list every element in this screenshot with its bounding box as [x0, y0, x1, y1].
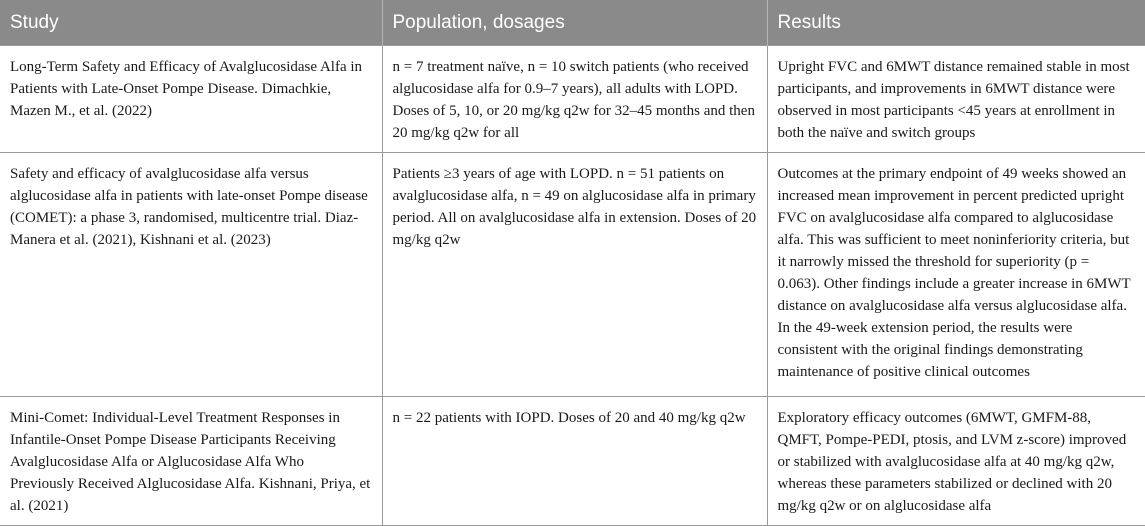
table-row: [0, 397, 1145, 526]
header-population: Population, dosages: [382, 0, 767, 46]
study-cell: Mini-Comet: Individual-Level Treatment Responses in Infantile-Onset Pompe Disease Participants Receiving Avalglucosidase Alfa or Alglucosidase Alfa Who Previously Received Alglucosidase Alfa. Kishnani, Priya, et al. (2021): [0, 397, 382, 526]
table-body: [0, 46, 1145, 526]
results-cell: Outcomes at the primary endpoint of 49 weeks showed an increased mean improvement in percent predicted upright FVC on avalglucosidase alfa compared to alglucosidase alfa. This was sufficient to meet noninferiority criteria, but it narrowly missed the threshold for superiority (p = 0.063). Other findings include a greater increase in 6MWT distance on avalglucosidase alfa versus alglucosidase alfa. In the 49-week extension period, the results were consistent with the original findings demonstrating maintenance of positive clinical outcomes: [767, 153, 1145, 397]
table-row: [0, 46, 1145, 153]
table-header: [0, 0, 1145, 46]
population-cell: n = 22 patients with IOPD. Doses of 20 and 40 mg/kg q2w: [382, 397, 767, 526]
results-cell: Upright FVC and 6MWT distance remained stable in most participants, and improvements in 6MWT distance were observed in most participants <45 years at enrollment in both the naïve and switch groups: [767, 46, 1145, 153]
population-cell: n = 7 treatment naïve, n = 10 switch patients (who received alglucosidase alfa for 0.9–7 years), all adults with LOPD. Doses of 5, 10, or 20 mg/kg q2w for 32–45 months and then 20 mg/kg q2w for all: [382, 46, 767, 153]
header-row: [0, 0, 1145, 46]
table-row: [0, 153, 1145, 397]
population-cell: Patients ≥3 years of age with LOPD. n = 51 patients on avalglucosidase alfa, n = 49 on alglucosidase alfa in primary period. All on avalglucosidase alfa in extension. Doses of 20 mg/kg q2w: [382, 153, 767, 397]
results-cell: Exploratory efficacy outcomes (6MWT, GMFM-88, QMFT, Pompe-PEDI, ptosis, and LVM z-score) improved or stabilized with avalglucosidase alfa at 40 mg/kg q2w, whereas these parameters stabilized or declined with 20 mg/kg q2w or on alglucosidase alfa: [767, 397, 1145, 526]
header-results: Results: [767, 0, 1145, 46]
study-cell: Safety and efficacy of avalglucosidase alfa versus alglucosidase alfa in patients with late-onset Pompe disease (COMET): a phase 3, randomised, multicentre trial. Diaz-Manera et al. (2021), Kishnani et al. (2023): [0, 153, 382, 397]
header-study: Study: [0, 0, 382, 46]
study-cell: Long-Term Safety and Efficacy of Avalglucosidase Alfa in Patients with Late-Onset Pompe Disease. Dimachkie, Mazen M., et al. (2022): [0, 46, 382, 153]
